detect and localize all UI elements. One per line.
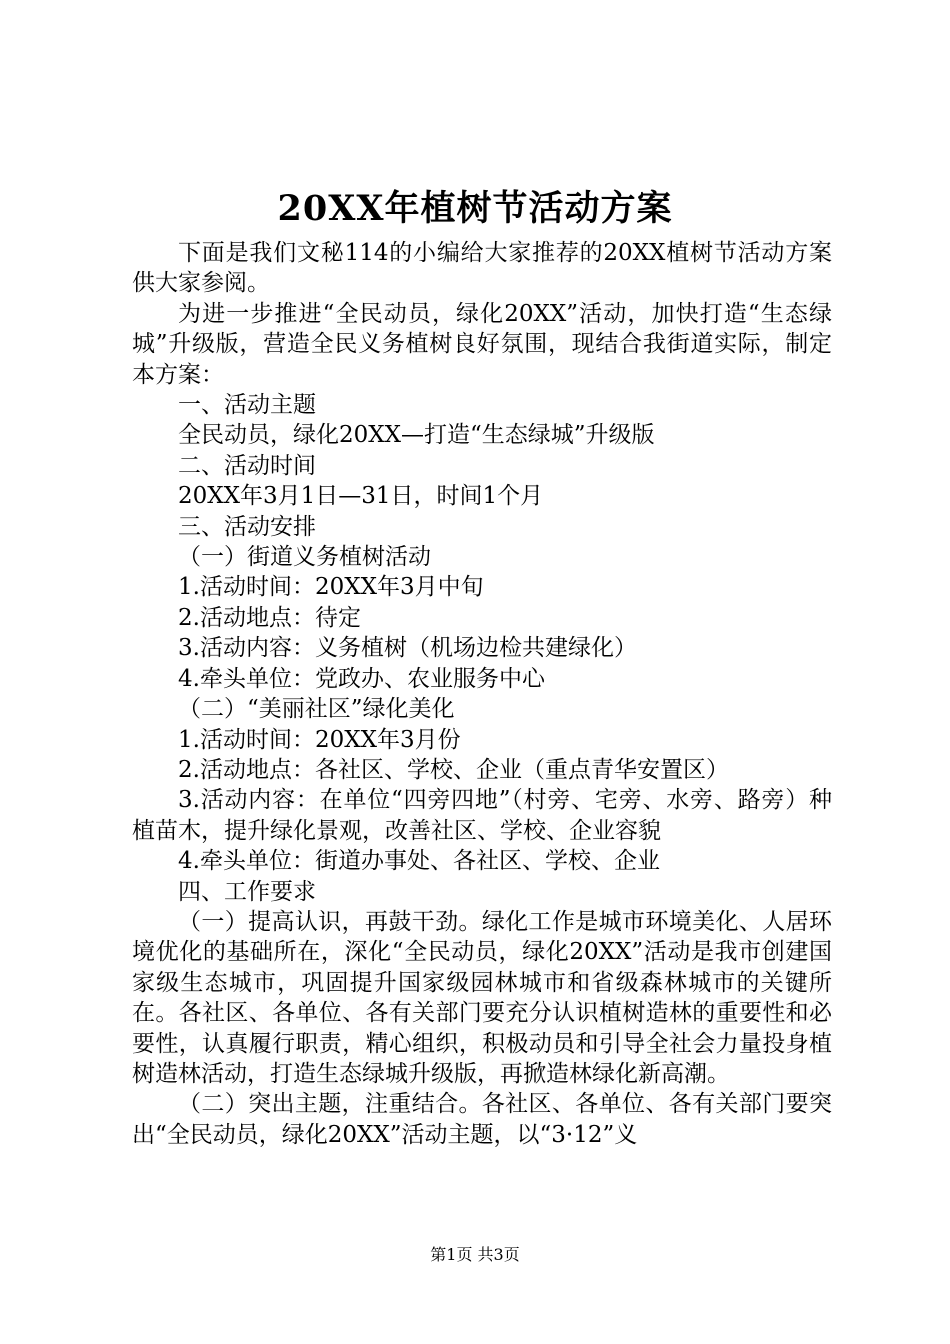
list-item: 3.活动内容：义务植树（机场边检共建绿化） [178,635,637,662]
list-item: 4.牵头单位：党政办、农业服务中心 [178,665,545,692]
paragraph-requirement-2: （二）突出主题，注重结合。各社区、各单位、各有关部门要突出“全民动员，绿化20XX”活动主题，以“3·12”义 [132,1091,832,1148]
document-title: 20XX年植树节活动方案 [277,188,673,229]
list-item: 4.牵头单位：街道办事处、各社区、学校、企业 [178,848,660,875]
subsection-heading-community: （二）“美丽社区”绿化美化 [178,696,455,723]
list-item: 3.活动内容：在单位“四旁四地”（村旁、宅旁、水旁、路旁）种植苗木，提升绿化景观，改善社区、学校、企业容貌 [132,787,832,844]
paragraph-time: 20XX年3月1日—31日，时间1个月 [178,483,544,510]
list-item: 2.活动地点：待定 [178,604,361,631]
section-heading-time: 二、活动时间 [178,452,316,479]
page-footer: 第1页 共3页 [430,1245,520,1264]
document-body [132,238,832,1150]
subsection-heading-planting: （一）街道义务植树活动 [178,544,431,571]
list-item: 1.活动时间：20XX年3月中旬 [178,574,484,601]
paragraph-purpose: 为进一步推进“全民动员，绿化20XX”活动，加快打造“生态绿城”升级版，营造全民义务植树良好氛围，现结合我街道实际，制定本方案： [132,300,832,388]
paragraph-theme: 全民动员，绿化20XX—打造“生态绿城”升级版 [178,422,655,449]
section-heading-theme: 一、活动主题 [178,392,316,419]
paragraph-intro: 下面是我们文秘114的小编给大家推荐的20XX植树节活动方案供大家参阅。 [132,240,832,297]
paragraph-requirement-1: （一）提高认识，再鼓干劲。绿化工作是城市环境美化、人居环境优化的基础所在，深化“全民动员，绿化20XX”活动是我市创建国家级生态城市，巩固提升国家级园林城市和省级森林城市的关键所在。各社区、各单位、各有关部门要充分认识植树造林的重要性和必要性，认真履行职责，精心组织，积极动员和引导全社会力量投身植树造林活动，打造生态绿城升级版，再掀造林绿化新高潮。 [132,908,832,1087]
list-item: 1.活动时间：20XX年3月份 [178,726,461,753]
section-heading-requirements: 四、工作要求 [178,878,316,905]
list-item: 2.活动地点：各社区、学校、企业（重点青华安置区） [178,756,729,783]
section-heading-arrangement: 三、活动安排 [178,513,316,540]
